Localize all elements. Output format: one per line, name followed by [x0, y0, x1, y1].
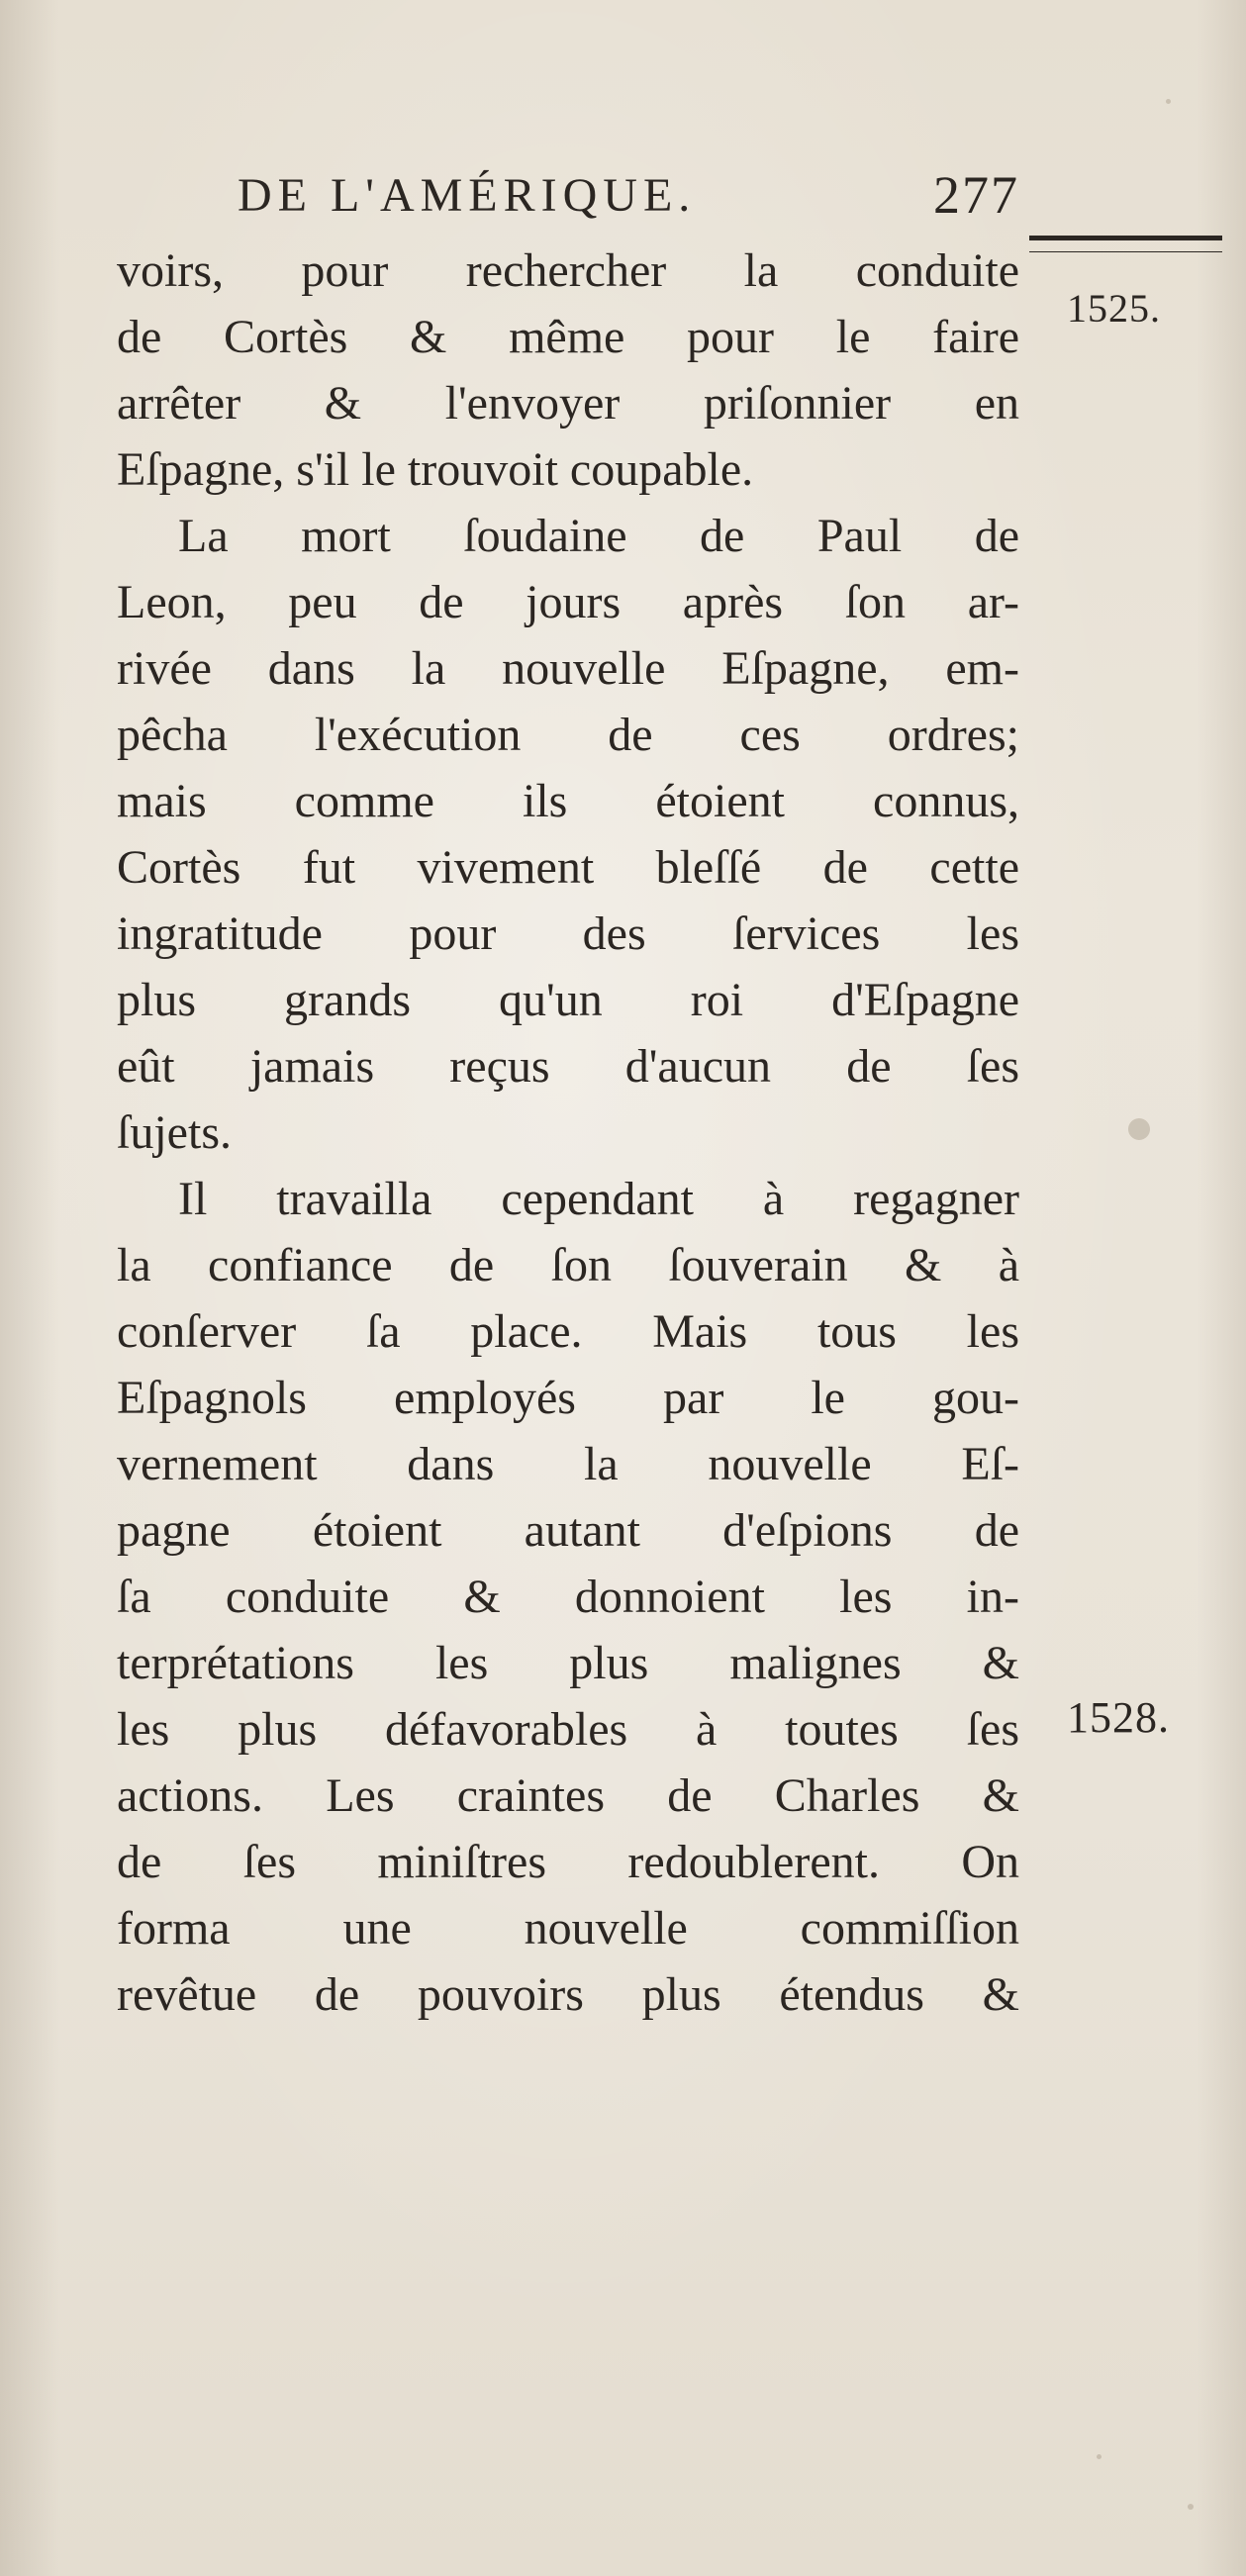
text-line: eût jamais reçus d'aucun de ſes	[117, 1040, 1019, 1093]
text-line: conſerver ſa place. Mais tous les	[117, 1305, 1019, 1358]
text-line: voirs, pour rechercher la conduite	[117, 244, 1019, 297]
text-line: ſujets.	[117, 1106, 232, 1159]
page-edge-shadow	[1197, 0, 1246, 2576]
text-line: les plus défavorables à toutes ſes	[117, 1703, 1019, 1756]
text-line: terprétations les plus malignes &	[117, 1637, 1019, 1689]
text-line: Il travailla cependant à regagner	[178, 1173, 1019, 1225]
text-line: ſa conduite & donnoient les in-	[117, 1571, 1019, 1623]
text-line: forma une nouvelle commiſſion	[117, 1902, 1019, 1955]
text-line: plus grands qu'un roi d'Eſpagne	[117, 974, 1019, 1026]
text-line: ingratitude pour des ſervices les	[117, 907, 1019, 960]
text-line: de ſes miniſtres redoublerent. On	[117, 1836, 1019, 1888]
text-line: Eſpagne, s'il le trouvoit coupable.	[117, 443, 754, 496]
text-line: revêtue de pouvoirs plus étendus &	[117, 1968, 1019, 2021]
text-line: actions. Les craintes de Charles &	[117, 1769, 1019, 1822]
text-line: Cortès fut vivement bleſſé de cette	[117, 841, 1019, 894]
text-line: rivée dans la nouvelle Eſpagne, em-	[117, 642, 1019, 695]
text-line: La mort ſoudaine de Paul de	[178, 510, 1019, 562]
page-number: 277	[933, 165, 1019, 225]
margin-date-note: 1525.	[1067, 286, 1161, 331]
text-line: vernement dans la nouvelle Eſ-	[117, 1438, 1019, 1490]
margin-date-note: 1528.	[1067, 1693, 1170, 1742]
page-header	[238, 165, 1019, 238]
text-line: pagne étoient autant d'eſpions de	[117, 1504, 1019, 1557]
text-line: de Cortès & même pour le faire	[117, 311, 1019, 363]
running-head: DE L'AMÉRIQUE.	[238, 169, 697, 222]
text-line: Eſpagnols employés par le gou-	[117, 1372, 1019, 1424]
text-line: Leon, peu de jours après ſon ar-	[117, 576, 1019, 628]
margin-rule	[1029, 236, 1222, 240]
paper-spot	[1097, 2454, 1102, 2459]
page-gutter-shadow	[0, 0, 59, 2576]
paper-spot	[1128, 1118, 1150, 1140]
paper-spot	[1188, 2504, 1194, 2510]
margin-rule-thin	[1029, 251, 1222, 252]
text-line: la confiance de ſon ſouverain & à	[117, 1239, 1019, 1291]
body-text	[117, 238, 1019, 2028]
paper-spot	[1166, 99, 1171, 104]
text-line: arrêter & l'envoyer priſonnier en	[117, 377, 1019, 429]
text-line: mais comme ils étoient connus,	[117, 775, 1019, 827]
text-line: pêcha l'exécution de ces ordres;	[117, 709, 1019, 761]
